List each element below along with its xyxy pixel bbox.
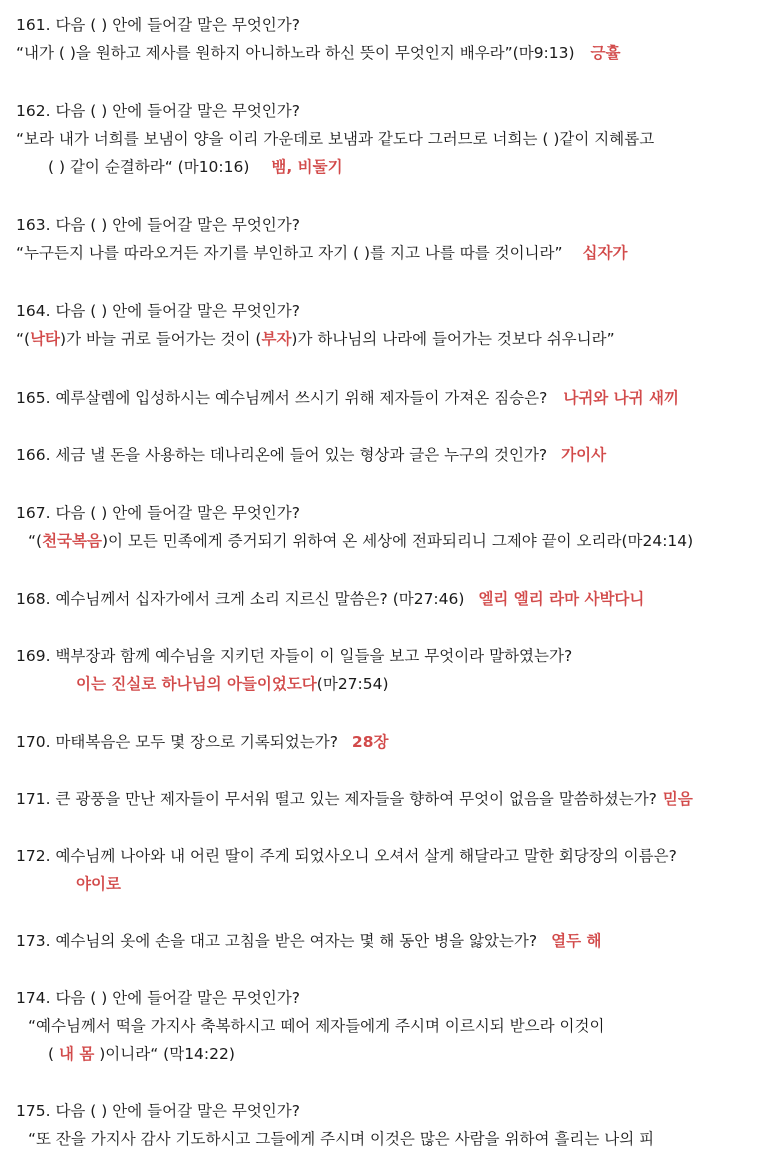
- question-175-prompt: 175. 다음 ( ) 안에 들어갈 말은 무엇인가?: [16, 1102, 300, 1120]
- question-163-answer: 십자가: [582, 244, 628, 262]
- question-164-answer-2: 부자: [261, 330, 292, 348]
- question-161-line-2: [16, 42, 764, 64]
- question-173-answer: 열두 해: [551, 932, 602, 950]
- question-171-prompt: 171. 큰 광풍을 만난 제자들이 무서워 떨고 있는 제자들을 향하여 무엇이 없음을 말씀하셨는가?: [16, 790, 657, 808]
- question-169: [16, 645, 764, 695]
- question-164-line-2: [16, 328, 764, 350]
- question-170-line: [16, 731, 764, 753]
- question-162-answer: 뱀, 비둘기: [271, 158, 343, 176]
- question-170-answer: 28장: [351, 733, 389, 751]
- question-165-answer: 나귀와 나귀 새끼: [563, 389, 679, 407]
- question-165-prompt: 165. 예루살렘에 입성하시는 예수님께서 쓰시기 위해 제자들이 가져온 짐승은?: [16, 389, 548, 407]
- question-163-prompt: 163. 다음 ( ) 안에 들어갈 말은 무엇인가?: [16, 216, 300, 234]
- question-166-answer: 가이사: [561, 446, 607, 464]
- question-167-prompt: 167. 다음 ( ) 안에 들어갈 말은 무엇인가?: [16, 504, 300, 522]
- question-170: [16, 731, 764, 753]
- question-164-text-2: )가 바늘 귀로 들어가는 것이 (: [60, 330, 262, 348]
- question-162: [16, 100, 764, 178]
- question-169-line-2: [16, 673, 764, 695]
- question-166: [16, 444, 764, 466]
- question-173-prompt: 173. 예수님의 옷에 손을 대고 고침을 받은 여자는 몇 해 동안 병을 앓았는가?: [16, 932, 538, 950]
- question-168-prompt: 168. 예수님께서 십자가에서 크게 소리 지르신 말씀은? (마27:46): [16, 590, 465, 608]
- question-173: [16, 930, 764, 952]
- question-162-line-2: “보라 내가 너희를 보냄이 양을 이리 가운데로 보냄과 같도다 그러므로 너희는 ( )같이 지혜롭고: [16, 130, 655, 148]
- question-174: [16, 987, 764, 1065]
- question-172-answer: 야이로: [76, 875, 121, 893]
- question-172-prompt: 172. 예수님께 나아와 내 어린 딸이 주게 되었사오니 오셔서 살게 해달라고 말한 회당장의 이름은?: [16, 847, 677, 865]
- question-164-text-3: )가 하나님의 나라에 들어가는 것보다 쉬우니라”: [291, 330, 615, 348]
- question-161-prompt: 161. 다음 ( ) 안에 들어갈 말은 무엇인가?: [16, 16, 300, 34]
- question-167-answer: 천국복음: [42, 532, 102, 550]
- question-164: [16, 300, 764, 350]
- question-175-line-2: “또 잔을 가지사 감사 기도하시고 그들에게 주시며 이것은 많은 사람을 위하여 흘리는 나의 피: [28, 1130, 655, 1148]
- question-169-reference: (마27:54): [316, 675, 389, 693]
- question-169-answer: 이는 진실로 하나님의 아들이었도다: [76, 675, 317, 693]
- question-164-prompt: 164. 다음 ( ) 안에 들어갈 말은 무엇인가?: [16, 302, 300, 320]
- question-168: [16, 588, 764, 610]
- question-162-text: ( ) 같이 순결하라“ (마10:16): [48, 158, 250, 176]
- question-161-answer: 긍휼: [590, 44, 621, 62]
- question-171-line: [16, 788, 764, 810]
- question-168-line: [16, 588, 764, 610]
- question-171: [16, 788, 764, 810]
- question-174-line-2: “예수님께서 떡을 가지사 축복하시고 떼어 제자들에게 주시며 이르시되 받으라 이것이: [28, 1017, 605, 1035]
- question-166-prompt: 166. 세금 낼 돈을 사용하는 데나리온에 들어 있는 형상과 글은 누구의 것인가?: [16, 446, 548, 464]
- question-172-line-2: [16, 873, 764, 895]
- question-162-line-3: [16, 156, 764, 178]
- question-174-text-1: (: [48, 1045, 59, 1063]
- question-175: [16, 1100, 764, 1150]
- question-172: [16, 845, 764, 895]
- question-163: [16, 214, 764, 264]
- question-174-text-2: )이니라“ (막14:22): [94, 1045, 235, 1063]
- question-167-text-2: )이 모든 민족에게 증거되기 위하여 온 세상에 전파되리니 그제야 끝이 오리라(마24:14): [101, 532, 694, 550]
- question-161: [16, 14, 764, 64]
- question-164-text-1: “(: [16, 330, 31, 348]
- question-165: [16, 387, 764, 409]
- question-161-text: “내가 ( )을 원하고 제사를 원하지 아니하노라 하신 뜻이 무엇인지 배우라”(마9:13): [16, 44, 575, 62]
- question-174-prompt: 174. 다음 ( ) 안에 들어갈 말은 무엇인가?: [16, 989, 300, 1007]
- question-170-prompt: 170. 마태복음은 모두 몇 장으로 기록되었는가?: [16, 733, 338, 751]
- question-174-answer: 내 몸: [58, 1045, 95, 1063]
- question-171-answer: 믿음: [662, 790, 693, 808]
- question-174-line-3: [16, 1043, 764, 1065]
- question-166-line: [16, 444, 764, 466]
- question-168-answer: 엘리 엘리 라마 사박다니: [478, 590, 645, 608]
- question-162-prompt: 162. 다음 ( ) 안에 들어갈 말은 무엇인가?: [16, 102, 300, 120]
- question-164-answer-1: 낙타: [30, 330, 61, 348]
- question-167-text-1: “(: [28, 532, 43, 550]
- question-167: [16, 502, 764, 552]
- question-167-line-2: [16, 530, 764, 552]
- question-163-line-2: [16, 242, 764, 264]
- question-163-text: “누구든지 나를 따라오거든 자기를 부인하고 자기 ( )를 지고 나를 따를 것이니라”: [16, 244, 563, 262]
- question-165-line: [16, 387, 764, 409]
- question-169-prompt: 169. 백부장과 함께 예수님을 지키던 자들이 이 일들을 보고 무엇이라 말하였는가?: [16, 647, 573, 665]
- question-173-line: [16, 930, 764, 952]
